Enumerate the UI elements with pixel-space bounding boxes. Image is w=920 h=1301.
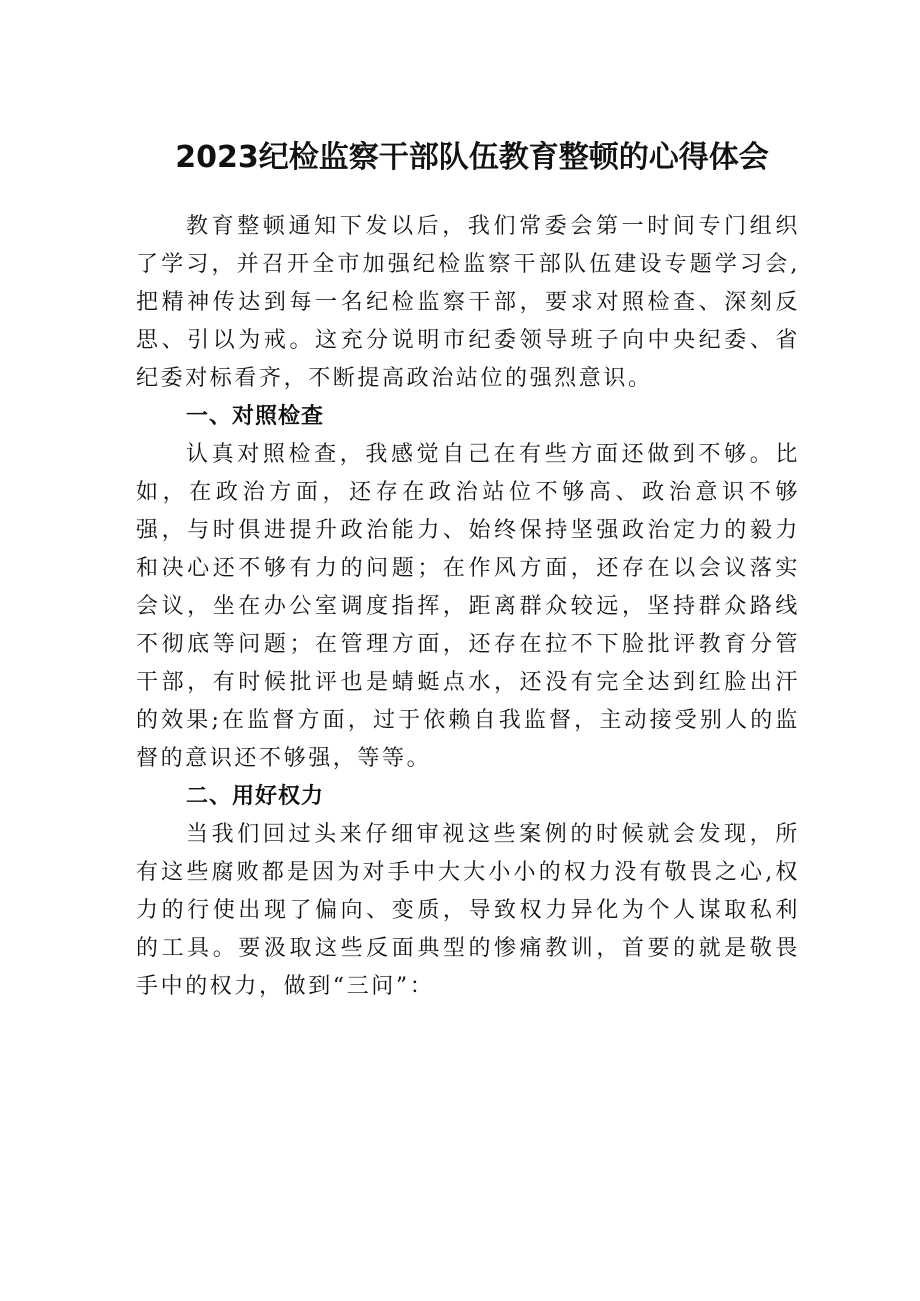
document-title: 2023纪检监察干部队伍教育整顿的心得体会 xyxy=(175,140,769,175)
section-heading-check: 一、对照检查 xyxy=(186,404,325,429)
section-heading-power: 二、用好权力 xyxy=(186,784,325,809)
section-body-check: 认真对照检查，我感觉自己在有些方面还做到不够。比如，在政治方面，还存在政治站位不够高、政治意识不够强，与时俱进提升政治能力、始终保持坚强政治定力的毅力和决心还不够有力的问题；在作风方面，还存在以会议落实会议，坐在办公室调度指挥，距离群众较远，坚持群众路线不彻底等问题；在管理方面，还存在拉不下脸批评教育分管干部，有时候批评也是蜻蜓点水，还没有完全达到红脸出汗的效果;在监督方面，过于依赖自我监督，主动接受别人的监督的意识还不够强，等等。 xyxy=(136,442,800,771)
intro-paragraph: 教育整顿通知下发以后，我们常委会第一时间专门组织了学习，并召开全市加强纪检监察干部队伍建设专题学习会,把精神传达到每一名纪检监察干部，要求对照检查、深刻反思、引以为戒。这充分说明市纪委领导班子向中央纪委、省纪委对标看齐，不断提高政治站位的强烈意识。 xyxy=(136,214,800,391)
section-body-power: 当我们回过头来仔细审视这些案例的时候就会发现，所有这些腐败都是因为对手中大大小小的权力没有敬畏之心,权力的行使出现了偏向、变质，导致权力异化为个人谋取私利的工具。要汲取这些反面典型的惨痛教训，首要的就是敬畏手中的权力，做到“三问”： xyxy=(136,822,800,999)
